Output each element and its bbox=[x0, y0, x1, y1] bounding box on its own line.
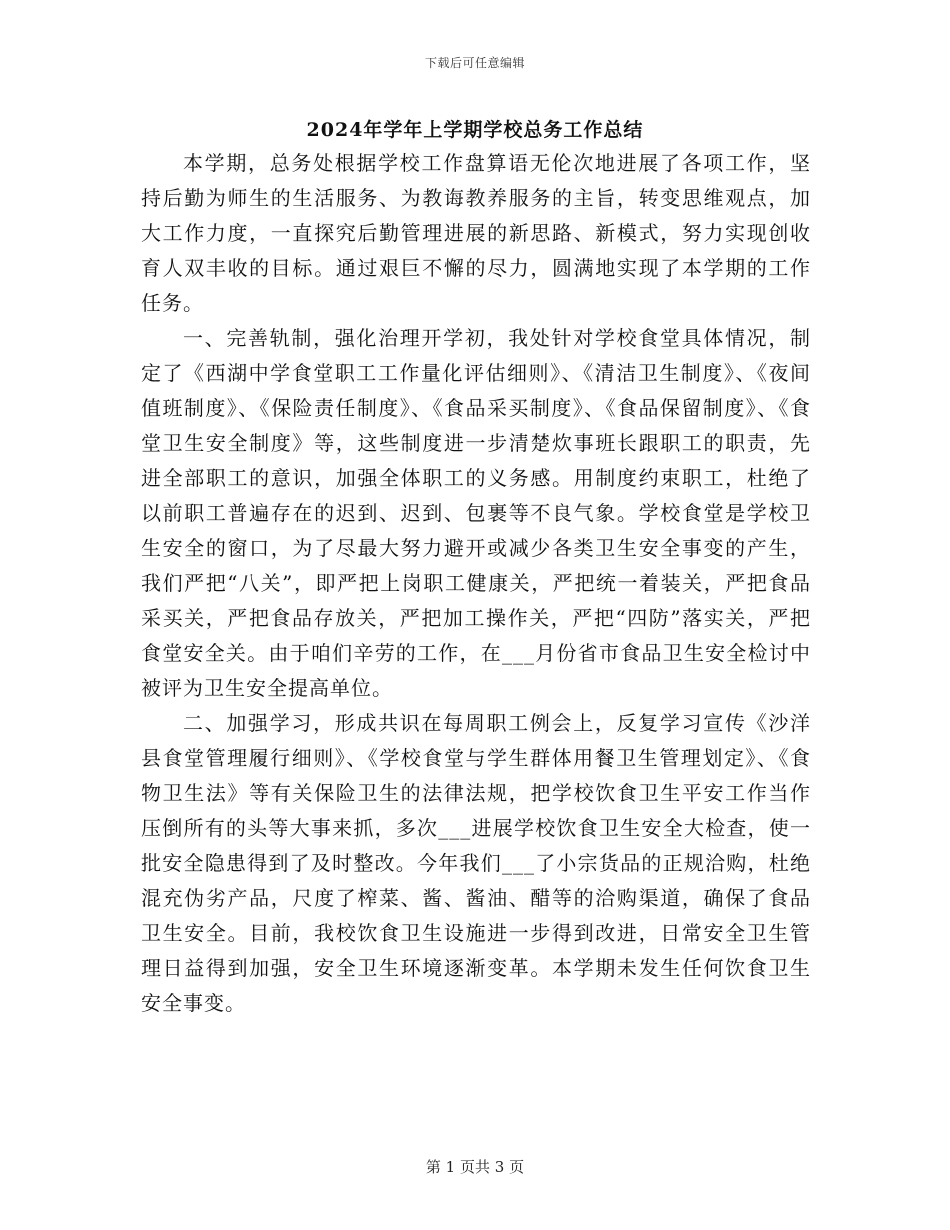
paragraph-section-1: 一、完善轨制，强化治理开学初，我处针对学校食堂具体情况，制定了《西湖中学食堂职工工作量化评估细则》、《清洁卫生制度》、《夜间值班制度》、《保险责任制度》、《食品采买制度》、《食品保留制度》、《食堂卫生安全制度》等，这些制度进一步清楚炊事班长跟职工的职责，先进全部职工的意识，加强全体职工的义务感。用制度约束职工，杜绝了以前职工普遍存在的迟到、迟到、包裹等不良气象。学校食堂是学校卫生安全的窗口，为了尽最大努力避开或减少各类卫生安全事变的产生，我们严把“八关”，即严把上岗职工健康关，严把统一着装关，严把食品采买关，严把食品存放关，严把加工操作关，严把“四防”落实关，严把食堂安全关。由于咱们辛劳的工作，在___月份省市食品卫生安全检讨中被评为卫生安全提高单位。 bbox=[141, 326, 811, 700]
document-title: 2024年学年上学期学校总务工作总结 bbox=[306, 119, 644, 141]
header-note: 下载后可任意编辑 bbox=[424, 56, 525, 70]
paragraph-intro: 本学期，总务处根据学校工作盘算语无伦次地进展了各项工作，坚持后勤为师生的生活服务、为教诲教养服务的主旨，转变思维观点，加大工作力度，一直探究后勤管理进展的新思路、新模式，努力实现创收育人双丰收的目标。通过艰巨不懈的尽力，圆满地实现了本学期的工作任务。 bbox=[141, 151, 811, 315]
document-body bbox=[141, 146, 811, 1021]
paragraph-section-2: 二、加强学习，形成共识在每周职工例会上，反复学习宣传《沙洋县食堂管理履行细则》、《学校食堂与学生群体用餐卫生管理划定》、《食物卫生法》等有关保险卫生的法律法规，把学校饮食卫生平安工作当作压倒所有的头等大事来抓，多次___进展学校饮食卫生安全大检查，使一批安全隐患得到了及时整改。今年我们___了小宗货品的正规洽购，杜绝混充伪劣产品，尺度了榨菜、酱、酱油、醋等的洽购渠道，确保了食品卫生安全。目前，我校饮食卫生设施进一步得到改进，日常安全卫生管理日益得到加强，安全卫生环境逐渐变革。本学期未发生任何饮食卫生安全事变。 bbox=[141, 711, 811, 1015]
page-number: 第 1 页共 3 页 bbox=[425, 1158, 525, 1176]
